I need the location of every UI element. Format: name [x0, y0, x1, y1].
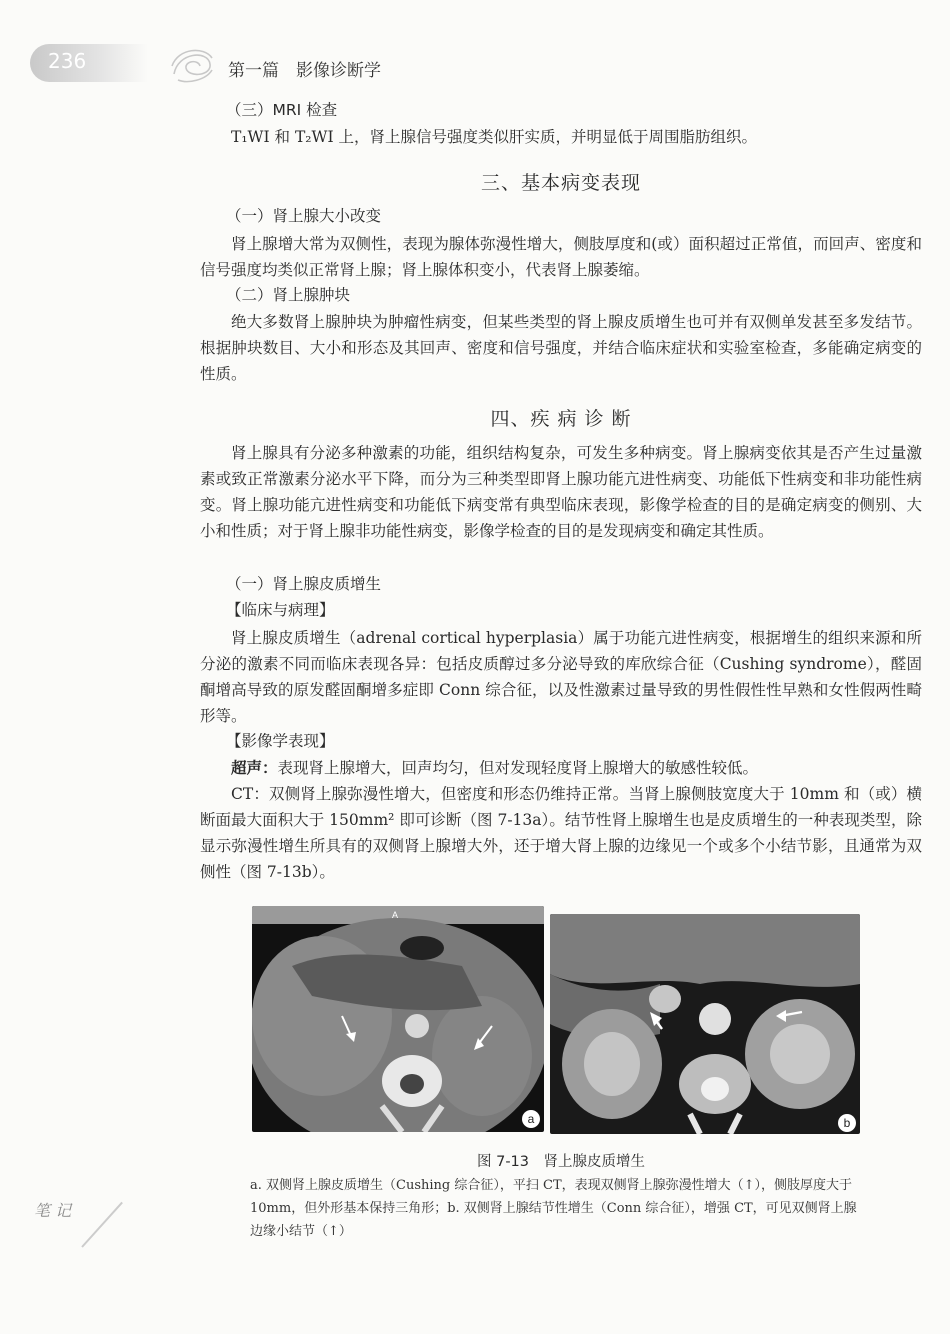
- section-title-diagnosis: 四、疾 病 诊 断: [490, 408, 632, 430]
- ultrasound-label: 超声：: [231, 758, 278, 777]
- para-ultrasound: [200, 755, 922, 781]
- para-clinical: 肾上腺皮质增生（adrenal cortical hyperplasia）属于功能亢进性病变，根据增生的组织来源和所分泌的激素不同而临床表现各异：包括皮质醇过多分泌导致的库欣综合征（Cushing syndrome），醛固酮增高导致的原发醛固酮增多症即 Conn 综合征，以及性激素过量导致的男性假性性早熟和女性假两性畸形等。: [200, 629, 922, 725]
- mri-heading: （三）MRI 检查: [226, 101, 338, 119]
- figure-label-b: b: [838, 1114, 856, 1132]
- figure-caption: 图 7-13 肾上腺皮质增生: [476, 1154, 646, 1170]
- para-overview: 肾上腺具有分泌多种激素的功能，组织结构复杂，可发生多种病变。肾上腺病变依其是否产生过量激素或致正常激素分泌水平下降，而分为三种类型即肾上腺功能亢进性病变、功能低下性病变和非功能性病变。肾上腺功能亢进性病变和功能低下病变常有典型临床表现，影像学检查的目的是确定病变的侧别、大小和性质；对于肾上腺非功能性病变，影像学检查的目的是发现病变和确定其性质。: [200, 444, 922, 540]
- para-size: 肾上腺增大常为双侧性，表现为腺体弥漫性增大，侧肢厚度和(或）面积超过正常值，而回声、密度和信号强度均类似正常肾上腺；肾上腺体积变小，代表肾上腺萎缩。: [200, 235, 922, 279]
- figure-description: a. 双侧肾上腺皮质增生（Cushing 综合征），平扫 CT，表现双侧肾上腺弥漫性增大（↑），侧肢厚度大于 10mm，但外形基本保持三角形；b. 双侧肾上腺结节性增生（Conn 综合征），增强 CT，可见双侧肾上腺边缘小结节（↑）: [250, 1178, 857, 1239]
- mri-text: T₁WI 和 T₂WI 上，肾上腺信号强度类似肝实质，并明显低于周围脂肪组织。: [231, 128, 757, 146]
- ultrasound-text: 表现肾上腺增大，回声均匀，但对发现轻度肾上腺增大的敏感性较低。: [277, 759, 759, 777]
- page-number-tab: [30, 44, 148, 82]
- subheading-mass: （二）肾上腺肿块: [226, 286, 351, 304]
- subheading-hyperplasia: （一）肾上腺皮质增生: [226, 575, 382, 593]
- page-number: 236: [48, 49, 87, 73]
- ct-image-a: [252, 906, 544, 1132]
- ct-scan-a-graphic: [252, 906, 544, 1132]
- para-mass: 绝大多数肾上腺肿块为肿瘤性病变，但某些类型的肾上腺皮质增生也可并有双侧单发甚至多发结节。根据肿块数目、大小和形态及其回声、密度和信号强度，并结合临床症状和实验室检查，多能确定病变的性质。: [200, 313, 922, 383]
- margin-note: 笔 记: [34, 1201, 72, 1220]
- ct-scan-b-graphic: [550, 914, 860, 1134]
- tag-imaging: 【影像学表现】: [226, 732, 335, 750]
- subheading-size: （一）肾上腺大小改变: [226, 207, 382, 225]
- running-title: 第一篇 影像诊断学: [228, 61, 381, 81]
- para-ct: CT：双侧肾上腺弥漫性增大，但密度和形态仍维持正常。当肾上腺侧肢宽度大于 10mm 和（或）横断面最大面积大于 150mm² 即可诊断（图 7-13a）。结节性肾上腺增生也是皮质增生的一种表现类型，除显示弥漫性增生所具有的双侧肾上腺增大外，还于增大肾上腺的边缘见一个或多个小结节影，且通常为双侧性（图 7-13b）。: [200, 785, 922, 881]
- pen-decoration: [81, 1202, 123, 1248]
- ct-image-b: [550, 914, 860, 1134]
- figure-label-a: a: [522, 1110, 540, 1128]
- swirl-logo-icon: [168, 44, 216, 84]
- tag-clinical: 【临床与病理】: [226, 601, 335, 619]
- section-title-basic: 三、基本病变表现: [480, 172, 641, 194]
- ct-corner-marker: A: [392, 910, 399, 920]
